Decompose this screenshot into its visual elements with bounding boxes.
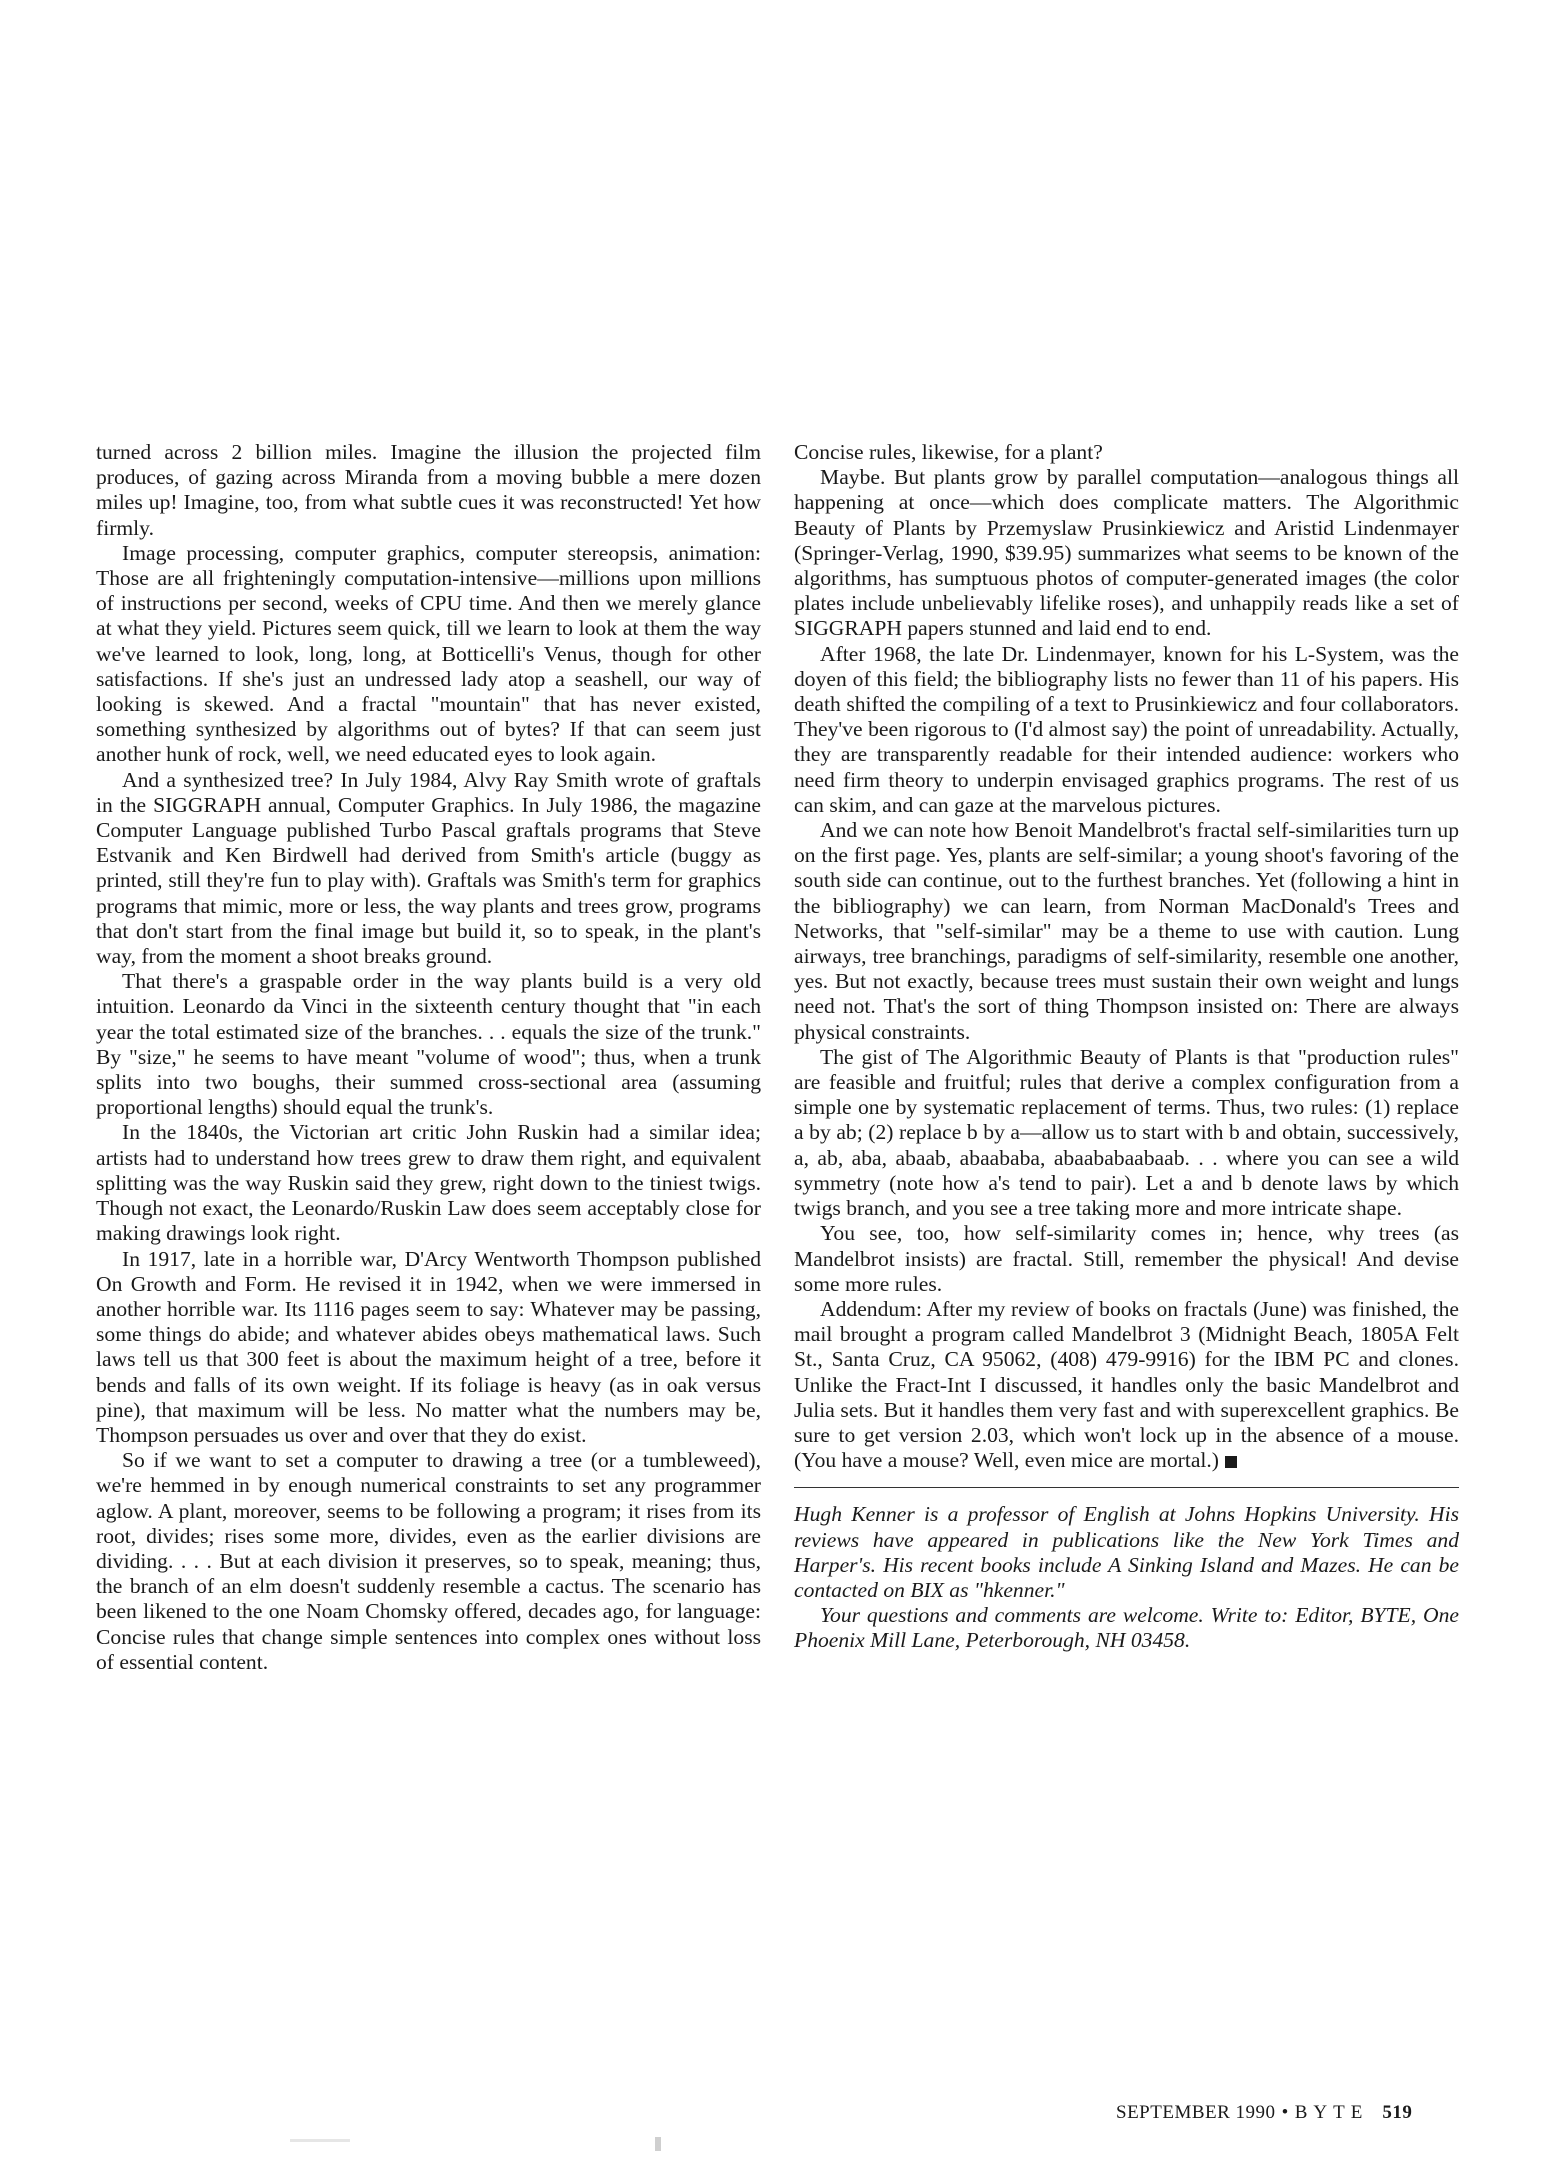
issue-date: SEPTEMBER 1990 (1116, 2102, 1276, 2123)
paragraph-text: Addendum: After my review of books on fractals (June) was finished, the mail brought a program called Mandelbrot 3 (Midnight Beach, 1805A Felt St., Santa Cruz, CA 95062, (408) 479-9916) for the IBM PC and clones. Unlike the Fract-Int I discussed, it handles only the basic Mandelbrot and Julia sets. But it handles them very fast and with superexcellent graphics. Be sure to get version 2.03, which won't lock up in the absence of a mouse. (You have a mouse? Well, even mice are mortal.) (794, 1296, 1459, 1473)
paragraph-last (794, 1297, 1459, 1473)
paragraph: Image processing, computer graphics, computer stereopsis, animation: Those are all frighteningly computation-intensive—millions upon millions of instructions per second, weeks of CPU time. And then we merely glance at what they yield. Pictures seem quick, till we learn to look at them the way we've learned to look, long, long, at Botticelli's Venus, though for other satisfactions. If she's just an undressed lady atop a seashell, our way of looking is skewed. And a fractal "mountain" that has never existed, something synthesized by algorithms out of bytes? If that can seem just another hunk of rock, well, we need educated eyes to look again. (96, 540, 761, 767)
paragraph: The gist of The Algorithmic Beauty of Plants is that "production rules" are feasible and fruitful; rules that derive a complex configuration from a simple one by systematic replacement of terms. Thus, two rules: (1) replace a by ab; (2) replace b by a—allow us to start with b and obtain, successively, a, ab, aba, abaab, abaababa, abaababaabaab. . . where you can see a wild symmetry (note how a's tend to pair). Let a and b denote laws by which twigs branch, and you see a tree taking more and more intricate shape. (794, 1044, 1459, 1221)
bio-text: Hugh Kenner is a professor of English at Johns Hopkins University. His reviews have appeared in publications like the New York Times and Harper's. His recent books include A Sinking Island and Mazes. He can be contacted on BIX as "hkenner." (794, 1502, 1459, 1602)
page-footer (1116, 2102, 1412, 2124)
scan-specks (0, 2135, 1546, 2160)
paragraph: In the 1840s, the Victorian art critic John Ruskin had a similar idea; artists had to understand how trees grew to draw them right, and equivalent splitting was the way Ruskin said they grew, right down to the tiniest twigs. Though not exact, the Leonardo/Ruskin Law does seem acceptably close for making drawings look right. (96, 1120, 761, 1246)
contact-text: Your questions and comments are welcome. Write to: Editor, BYTE, One Phoenix Mill Lane, Peterborough, NH 03458. (794, 1603, 1459, 1653)
magazine-name: BYTE (1294, 2102, 1369, 2123)
paragraph: You see, too, how self-similarity comes in; hence, why trees (as Mandelbrot insists) are fractal. Still, remember the physical! And devise some more rules. (794, 1221, 1459, 1296)
paragraph: That there's a graspable order in the way plants build is a very old intuition. Leonardo da Vinci in the sixteenth century thought that "in each year the total estimated size of the branches. . . equals the size of the trunk." By "size," he seems to have meant "volume of wood"; thus, when a trunk splits into two boughs, their summed cross-sectional area (assuming proportional lengths) should equal the trunk's. (96, 969, 761, 1120)
page-number: 519 (1382, 2102, 1413, 2123)
paragraph: And a synthesized tree? In July 1984, Alvy Ray Smith wrote of graftals in the SIGGRAPH annual, Computer Graphics. In July 1986, the magazine Computer Language published Turbo Pascal graftals programs that Steve Estvanik and Ken Birdwell had derived from Smith's article (buggy as printed, still they're fun to play with). Graftals was Smith's term for graphics programs that mimic, more or less, the way plants and trees grow, programs that don't start from the final image but build it, so to speak, in the plant's way, from the moment a shoot breaks ground. (96, 767, 761, 969)
scan-speck (290, 2139, 350, 2142)
scan-speck (655, 2137, 661, 2151)
paragraph: Maybe. But plants grow by parallel computation—analogous things all happening at once—which does complicate matters. The Algorithmic Beauty of Plants by Przemyslaw Prusinkiewicz and Aristid Lindenmayer (Springer-Verlag, 1990, $39.95) summarizes what seems to be known of the algorithms, has sumptuous photos of computer-generated images (the color plates include unbelievably lifelike roses), and unhappily reads like a set of SIGGRAPH papers stunned and laid end to end. (794, 465, 1459, 641)
paragraph: In 1917, late in a horrible war, D'Arcy Wentworth Thompson published On Growth and Form. He revised it in 1942, when we were immersed in another horrible war. Its 1116 pages seem to say: Whatever may be passing, some things do abide; and whatever abides obeys mathematical laws. Such laws tell us that 300 feet is about the maximum height of a tree, before it bends and falls of its own weight. If its foliage is heavy (as in oak versus pine), that maximum will be less. No matter what the numbers may be, Thompson persuades us over and over that they do exist. (96, 1246, 761, 1447)
paragraph: And we can note how Benoit Mandelbrot's fractal self-similarities turn up on the first page. Yes, plants are self-similar; a young shoot's favoring of the south side can continue, out to the furthest branches. Yet (following a hint in the bibliography) we can learn, from Norman MacDonald's Trees and Networks, that "self-similar" may be a theme to use with caution. Lung airways, tree branchings, paradigms of self-similarity, resemble one another, yes. But not exactly, because trees must sustain their own weight and lungs need not. That's the sort of thing Thompson insisted on: There are always physical constraints. (794, 818, 1459, 1044)
paragraph: turned across 2 billion miles. Imagine the illusion the projected film produces, of gazing across Miranda from a moving bubble a mere dozen miles up! Imagine, too, from what subtle cues it was reconstructed! Yet how firmly. (96, 440, 761, 540)
paragraph: So if we want to set a computer to drawing a tree (or a tumbleweed), we're hemmed in by enough numerical constraints to set any programmer aglow. A plant, moreover, seems to be following a program; it rises from its root, divides; rises some more, divides, even as the earlier divisions are dividing. . . . But at each division it preserves, so to speak, meaning; thus, the branch of an elm doesn't suddenly resemble a cactus. The scenario has been likened to the one Noam Chomsky offered, decades ago, for language: Concise rules that change simple sentences into complex ones without loss of essential content. (96, 1448, 761, 1674)
left-column (96, 440, 761, 1675)
paragraph: Concise rules, likewise, for a plant? (794, 440, 1103, 464)
bullet-separator: • (1281, 2102, 1289, 2123)
paragraph: After 1968, the late Dr. Lindenmayer, known for his L-System, was the doyen of this field; the bibliography lists no fewer than 11 of his papers. His death shifted the compiling of a text to Prusinkiewicz and four collaborators. They've been rigorous to (I'd almost say) the point of unreadability. Actually, they are transparently readable for their intended audience: workers who need firm theory to underpin envisaged graphics programs. The rest of us can skim, and can gaze at the marvelous pictures. (794, 641, 1459, 817)
divider (794, 1487, 1459, 1488)
end-mark-icon (1225, 1456, 1237, 1468)
right-column (794, 440, 1459, 1654)
author-bio (794, 1502, 1459, 1653)
